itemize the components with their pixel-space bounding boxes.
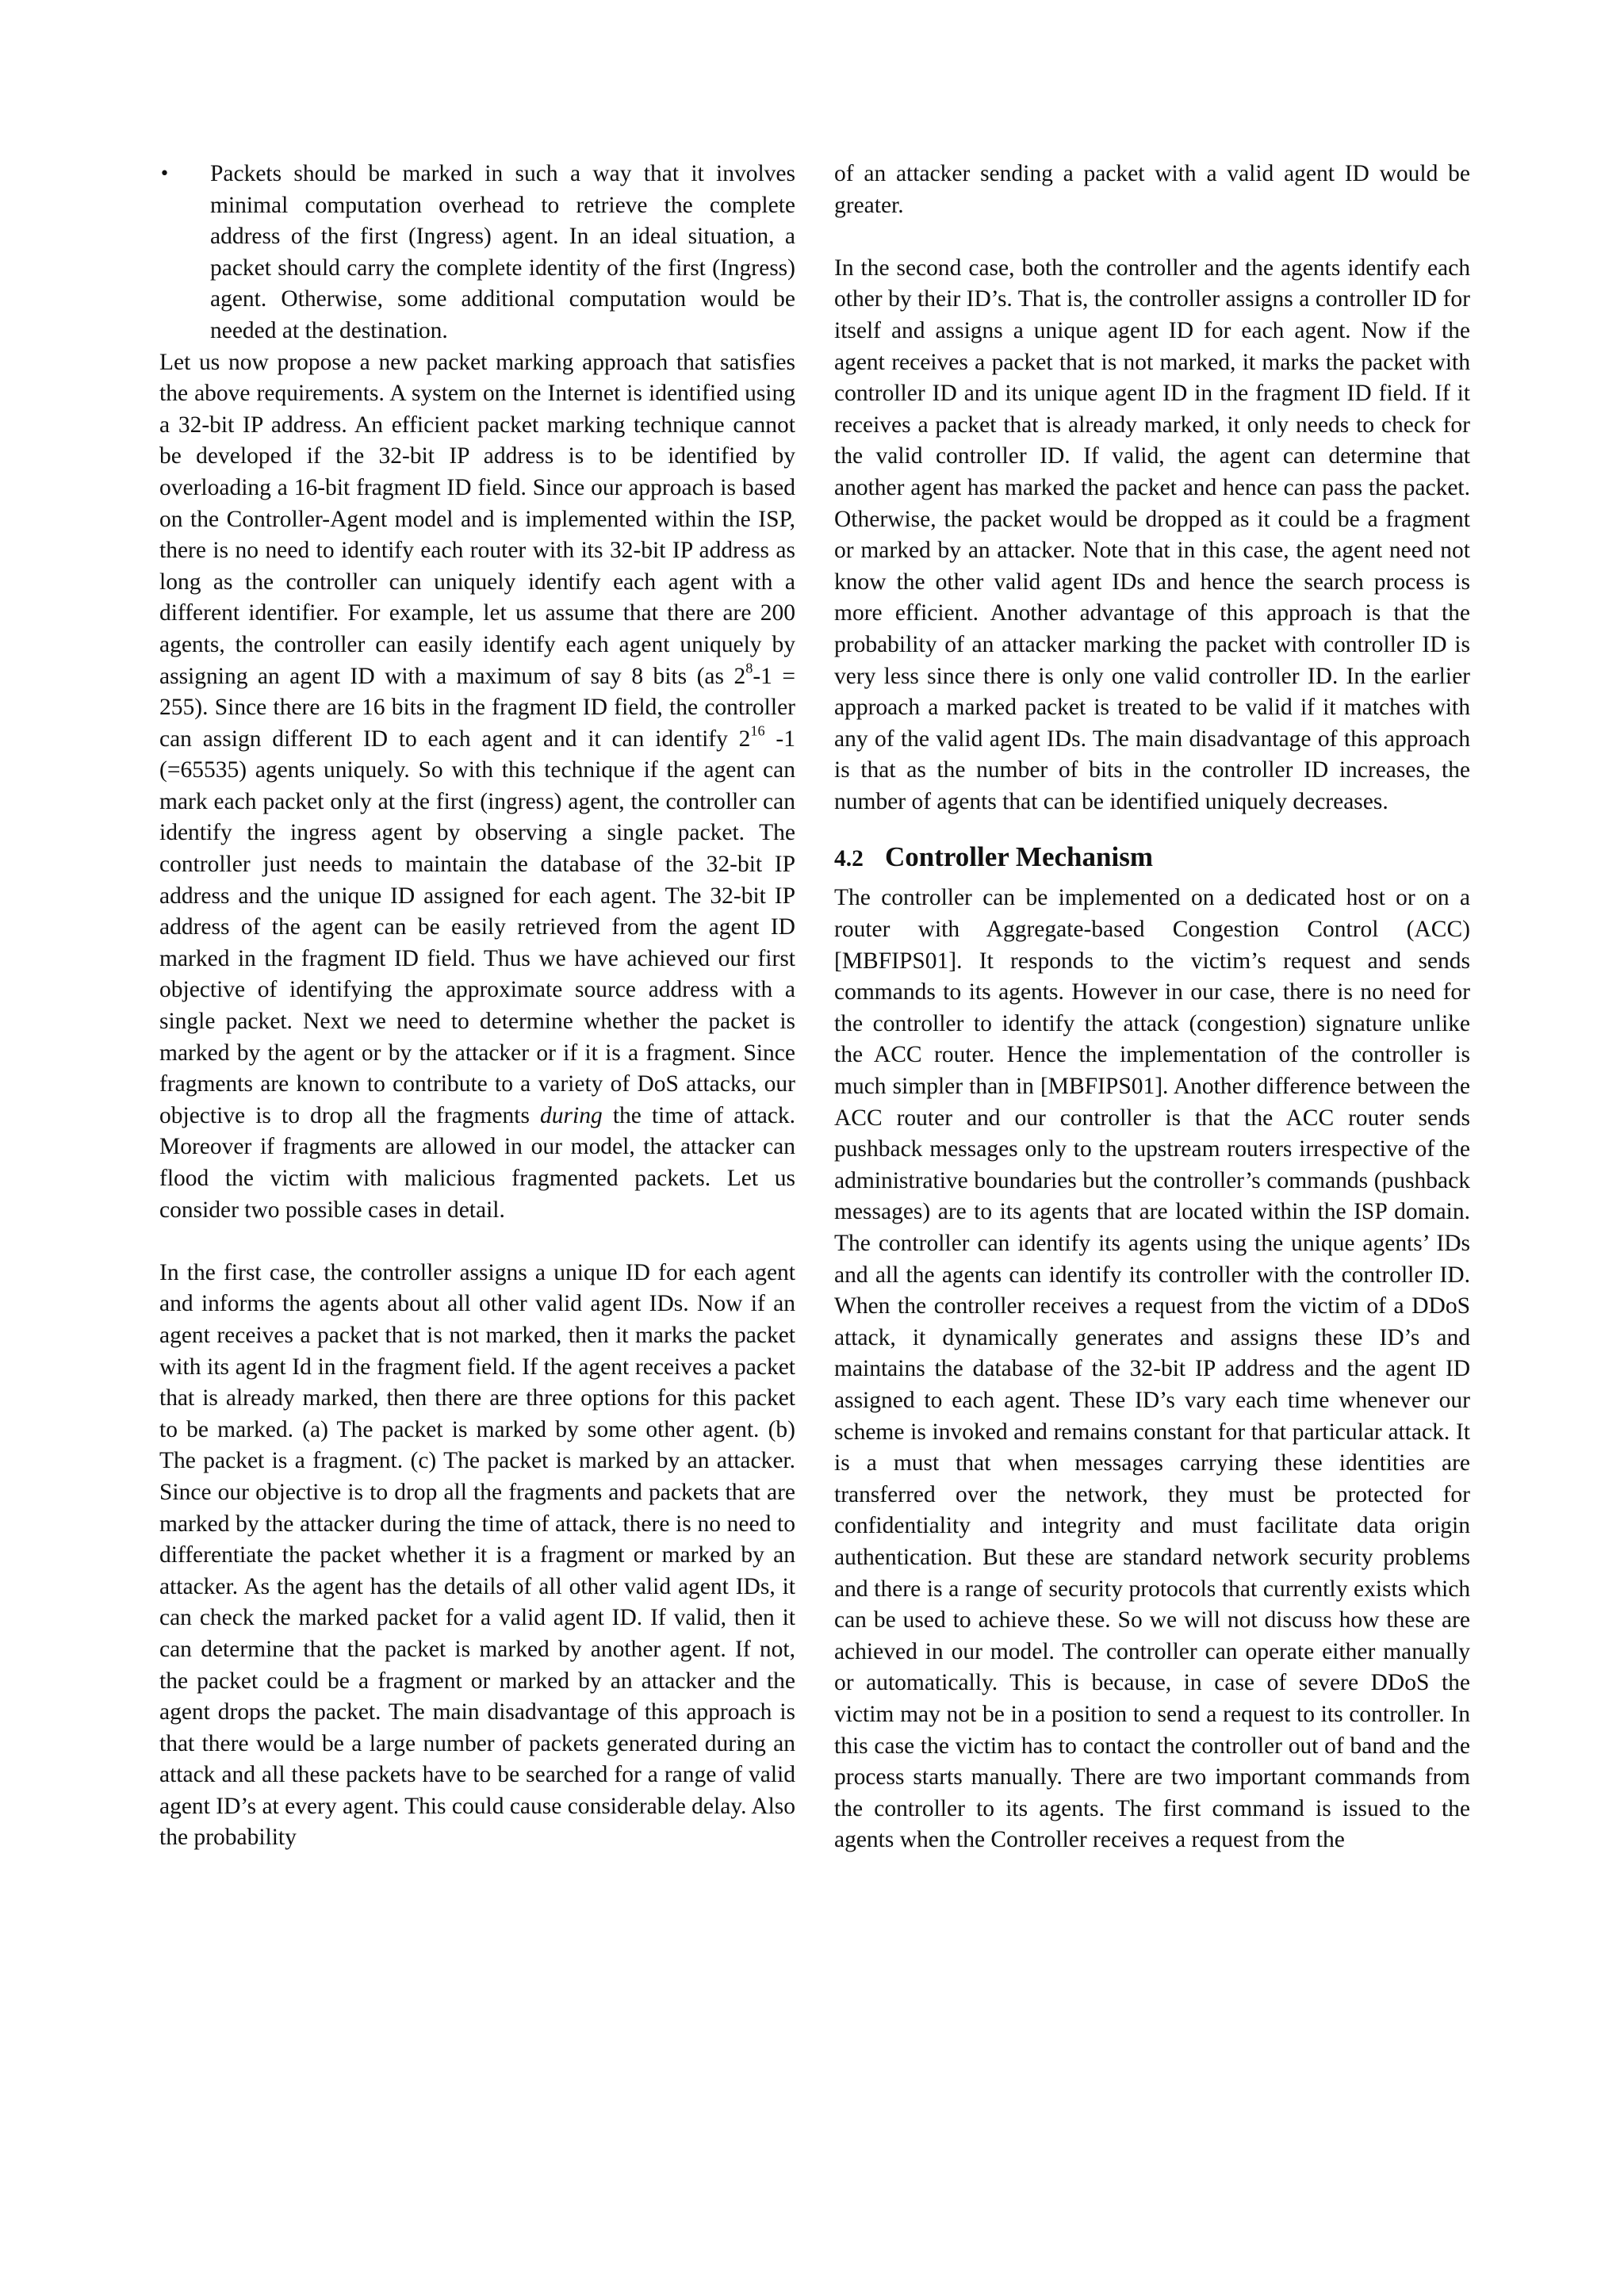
right-column [834, 159, 1470, 1856]
bullet-text: Packets should be marked in such a way that it involves minimal computation overhead to retrieve the complete address of the first (Ingress) agent. In an ideal situation, a packet should carry the complete identity of the first (Ingress) agent. Otherwise, some additional computation would be needed at the destination. [210, 161, 795, 343]
section-title: Controller Mechanism [885, 841, 1153, 873]
paragraph-continuation: of an attacker sending a packet with a valid agent ID would be greater. [834, 161, 1470, 218]
superscript-exponent: 16 [750, 722, 765, 738]
paragraph-controller-mechanism: The controller can be implemented on a dedicated host or on a router with Aggregate-based Congestion Control (ACC) [MBFIPS01]. It responds to the victim’s request and sends commands to its agents. However in our case, there is no need for the controller to identify the attack (congestion) signature unlike the ACC router. Hence the implementation of the controller is much simpler than in [MBFIPS01]. Another difference between the ACC router and our controller is that the ACC router sends pushback messages only to the upstream routers irrespective of the administrative boundaries but the controller’s commands (pushback messages) are to its agents that are located within the ISP domain. The controller can identify its agents using the unique agents’ IDs and all the agents can identify its controller with the controller ID. When the controller receives a request from the victim of a DDoS attack, it dynamically generates and assigns these ID’s and maintains the database of the 32-bit IP address and the agent ID assigned to each agent. These ID’s vary each time whenever our scheme is invoked and remains constant for that particular attack. It is a must that when messages carrying these identities are transferred over the network, they must be protected for confidentiality and integrity and must facilitate data origin authentication. But these are standard network security problems and there is a range of security protocols that currently exists which can be used to achieve these. So we will not discuss how these are achieved in our model. The controller can operate either manually or automatically. This is because, in case of severe DDoS the victim may not be in a position to send a request to its controller. In this case the victim has to contact the controller out of band and the process starts manually. There are two important commands from the controller to its agents. The first command is issued to the agents when the Controller receives a request from the [834, 885, 1470, 1853]
paragraph-text: the time of attack. Moreover if fragments are allowed in our model, the attacker can flood the victim with malicious fragmented packets. Let us consider two possible cases in detail. [159, 1102, 796, 1223]
paragraph-packet-marking [159, 347, 795, 1227]
section-heading [834, 840, 1470, 876]
superscript-exponent: 8 [745, 659, 753, 676]
paragraph-first-case: In the first case, the controller assigns a unique ID for each agent and informs the agents about all other valid agent IDs. Now if an agent receives a packet that is not marked, then it marks the packet with its agent Id in the fragment field. If the agent receives a packet that is already marked, then there are three options for this packet to be marked. (a) The packet is marked by some other agent. (b) The packet is a fragment. (c) The packet is marked by an attacker. Since our objective is to drop all the fragments and packets that are marked by the attacker during the time of attack, there is no need to differentiate the packet whether it is a fragment or marked by an attacker. As the agent has the details of all other valid agent IDs, it can check the marked packet for a valid agent ID. If valid, then it can determine that the packet is marked by another agent. If not, the packet could be a fragment or marked by an attacker and the agent drops the packet. The main disadvantage of this approach is that there would be a large number of packets generated during an attack and all these packets have to be searched for a range of valid agent ID’s at every agent. This could cause considerable delay. Also the probability [159, 1259, 795, 1851]
requirement-bullet [159, 159, 795, 347]
bullet-icon: • [159, 164, 170, 184]
section-number: 4.2 [834, 846, 864, 872]
paragraph-text: -1 (=65535) agents uniquely. So with this technique if the agent can mark each packet only at the first (ingress) agent, the controller can identify the ingress agent by observing a single packet. The controller just needs to maintain the database of the 32-bit IP address and the unique ID assigned for each agent. The 32-bit IP address of the agent can be easily retrieved from the agent ID marked in the fragment ID field. Thus we have achieved our first objective of identifying the approximate source address with a single packet. Next we need to determine whether the packet is marked by the agent or by the attacker or if it is a fragment. Since fragments are known to contribute to a variety of DoS attacks, our objective is to drop all the fragments [159, 726, 795, 1128]
italic-emphasis: during [540, 1102, 603, 1128]
paragraph-text: -1 = 255). Since there are 16 bits in the fragment ID field, the controller can assign different ID to each agent and it can identify 2 [159, 663, 795, 752]
left-column [159, 159, 795, 1854]
paragraph-second-case: In the second case, both the controller and the agents identify each other by their ID’s. That is, the controller assigns a controller ID for itself and assigns a unique agent ID for each agent. Now if the agent receives a packet that is not marked, it marks the packet with controller ID and its unique agent ID in the fragment ID field. If it receives a packet that is already marked, it only needs to check for the valid controller ID. If valid, the agent can determine that another agent has marked the packet and hence can pass the packet. Otherwise, the packet would be dropped as it could be a fragment or marked by an attacker. Note that in this case, the agent need not know the other valid agent IDs and hence the search process is more efficient. Another advantage of this approach is that the probability of an attacker marking the packet with controller ID is very less since there is only one valid controller ID. In the earlier approach a marked packet is treated to be valid if it matches with any of the valid agent IDs. The main disadvantage of this approach is that as the number of bits in the controller ID increases, the number of agents that can be identified uniquely decreases. [834, 255, 1470, 814]
paragraph-text: Let us now propose a new packet marking approach that satisfies the above requirements. A system on the Internet is identified using a 32-bit IP address. An efficient packet marking technique cannot be developed if the 32-bit IP address is to be identified by overloading a 16-bit fragment ID field. Since our approach is based on the Controller-Agent model and is implemented within the ISP, there is no need to identify each router with its 32-bit IP address as long as the controller can uniquely identify each agent with a different identifier. For example, let us assume that there are 200 agents, the controller can easily identify each agent uniquely by assigning an agent ID with a maximum of say 8 bits (as 2 [159, 349, 795, 689]
